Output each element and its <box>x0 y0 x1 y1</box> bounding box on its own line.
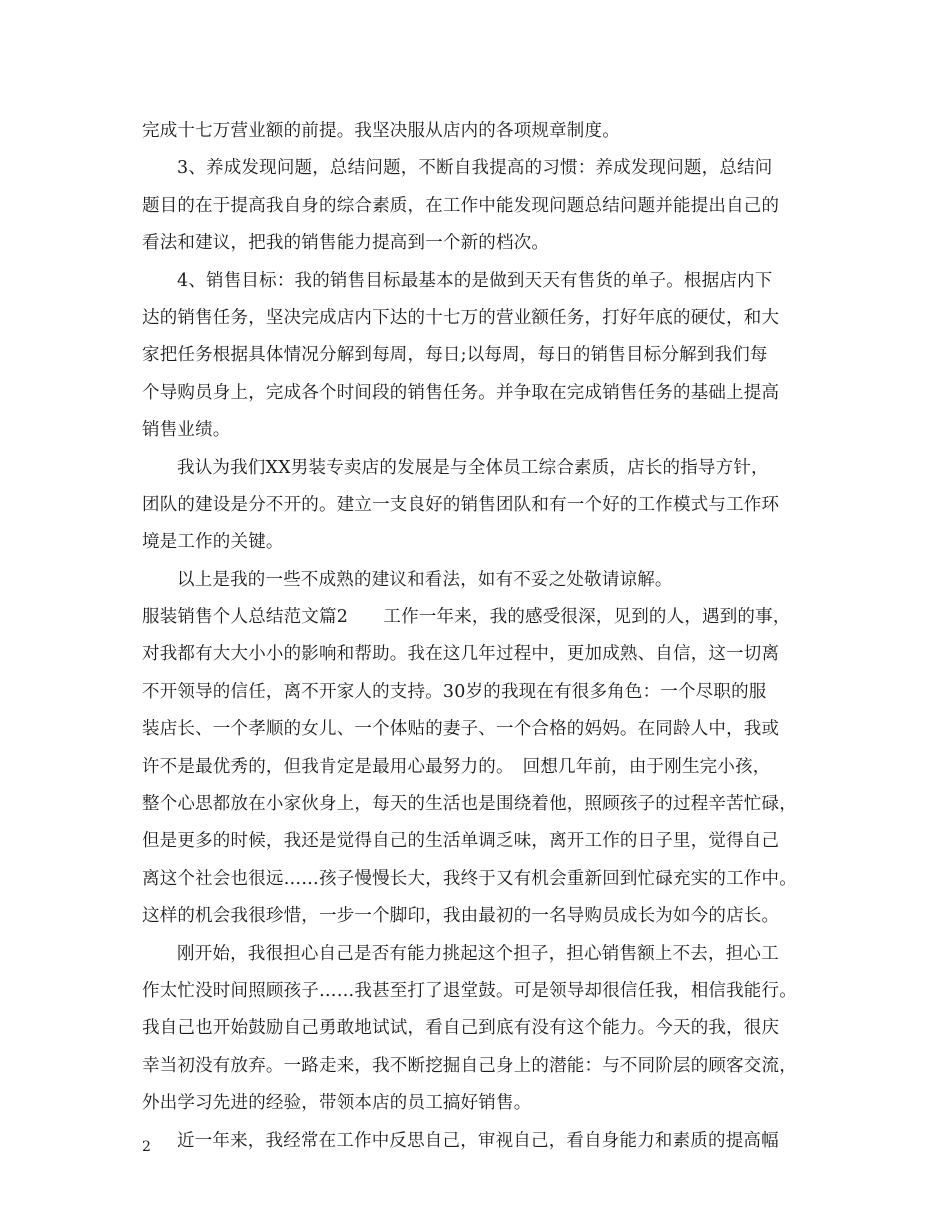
text-line: 外出学习先进的经验，带领本店的员工搞好销售。 <box>142 1093 532 1114</box>
text-line: 4、销售目标：我的销售目标最基本的是做到天天有售货的单子。根据店内下 <box>177 270 773 291</box>
text-line: 销售业绩。 <box>142 420 231 441</box>
text-line: 作太忙没时间照顾孩子……我甚至打了退堂鼓。可是领导却很信任我，相信我能行。 <box>142 980 797 1001</box>
text-line: 这样的机会我很珍惜，一步一个脚印，我由最初的一名导购员成长为如今的店长。 <box>142 906 780 927</box>
text-line: 许不是最优秀的，但我肯定是最用心最努力的。 回想几年前，由于刚生完小孩， <box>142 756 771 777</box>
text-line: 幸当初没有放弃。一路走来，我不断挖掘自己身上的潜能：与不同阶层的顾客交流， <box>142 1055 797 1076</box>
text-line: 3、养成发现问题，总结问题，不断自我提高的习惯：养成发现问题，总结问 <box>177 158 773 179</box>
text-line: 对我都有大大小小的影响和帮助。我在这几年过程中，更加成熟、自信，这一切离 <box>142 644 780 665</box>
text-line: 我认为我们XX男装专卖店的发展是与全体员工综合素质，店长的指导方针， <box>177 457 769 478</box>
text-line: 个导购员身上，完成各个时间段的销售任务。并争取在完成销售任务的基础上提高 <box>142 382 780 403</box>
text-line: 整个心思都放在小家伙身上，每天的生活也是围绕着他，照顾孩子的过程辛苦忙碌， <box>142 794 797 815</box>
text-line: 题目的在于提高我自身的综合素质，在工作中能发现问题总结问题并能提出自己的 <box>142 195 780 216</box>
text-line: 离这个社会也很远……孩子慢慢长大，我终于又有机会重新回到忙碌充实的工作中。 <box>142 868 797 889</box>
body-text <box>142 113 822 1160</box>
text-line: 装店长、一个孝顺的女儿、一个体贴的妻子、一个合格的妈妈。在同龄人中，我或 <box>142 719 780 740</box>
text-line: 团队的建设是分不开的。建立一支良好的销售团队和有一个好的工作模式与工作环 <box>142 494 780 515</box>
text-line: 家把任务根据具体情况分解到每周，每日;以每周，每日的销售目标分解到我们每 <box>142 345 768 366</box>
text-line: 以上是我的一些不成熟的建议和看法，如有不妥之处敬请谅解。 <box>177 569 673 590</box>
text-line: 刚开始，我很担心自己是否有能力挑起这个担子，担心销售额上不去，担心工 <box>177 943 779 964</box>
text-line: 境是工作的关键。 <box>142 532 284 553</box>
text-line: 我自己也开始鼓励自己勇敢地试试，看自己到底有没有这个能力。今天的我，很庆 <box>142 1018 780 1039</box>
text-line: 服装销售个人总结范文篇2 工作一年来，我的感受很深，见到的人，遇到的事， <box>142 607 791 628</box>
text-line: 近一年来，我经常在工作中反思自己，审视自己，看自身能力和素质的提高幅 <box>177 1130 779 1151</box>
text-line: 达的销售任务，坚决完成店内下达的十七万的营业额任务，打好年底的硬仗，和大 <box>142 307 780 328</box>
text-line: 但是更多的时候，我还是觉得自己的生活单调乏味，离开工作的日子里，觉得自己 <box>142 831 780 852</box>
text-line: 不开领导的信任，离不开家人的支持。30岁的我现在有很多角色：一个尽职的服 <box>142 681 767 702</box>
text-line: 看法和建议，把我的销售能力提高到一个新的档次。 <box>142 233 550 254</box>
text-line: 完成十七万营业额的前提。我坚决服从店内的各项规章制度。 <box>142 121 620 141</box>
page-number: 2 <box>142 1139 151 1155</box>
